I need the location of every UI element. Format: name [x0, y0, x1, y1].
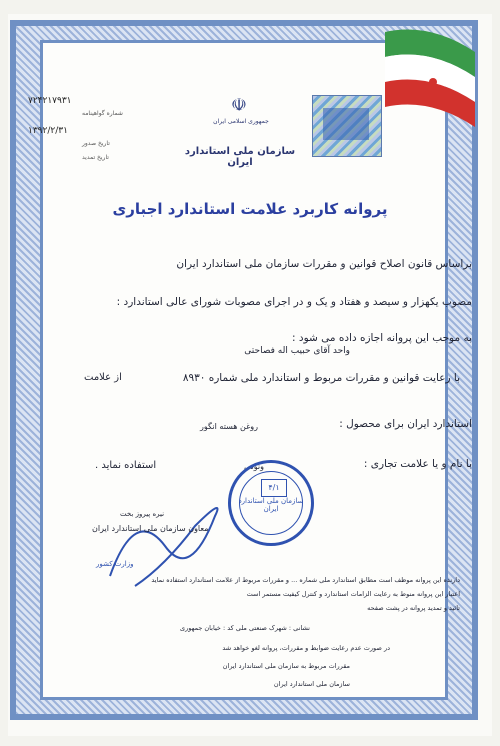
expiry-date-label: تاریخ تمدید	[82, 154, 109, 161]
product-label: استاندارد ایران برای محصول :	[339, 418, 472, 430]
hologram-seal	[312, 95, 382, 157]
document-title: پروانه کاربرد علامت استاندارد اجباری	[112, 200, 388, 218]
address: نشانی : شهرک صنعتی ملی کد : خیابان جمهوری	[179, 624, 310, 632]
use-label: استفاده نماید .	[95, 460, 157, 471]
brand-value: ونوس	[244, 462, 264, 471]
issue-date: ۱۳۹۲/۲/۳۱	[28, 126, 68, 136]
iran-flag-icon	[375, 22, 485, 172]
signatory-name: نیره پیروز بخت	[120, 510, 165, 518]
footer-line-3: سازمان ملی استاندارد ایران	[273, 680, 350, 688]
body-line-2: مصوب یکهزار و سیصد و هفتاد و یک و در اجرای مصوبات شورای عالی استاندارد :	[116, 296, 472, 308]
signatory-extra: وزارت کشور	[96, 560, 134, 568]
org-name: سازمان ملی استاندارد ایران	[184, 146, 296, 168]
org-small-title: جمهوری اسلامی ایران	[213, 118, 269, 125]
footer-line-1: در صورت عدم رعایت ضوابط و مقررات، پروانه لغو خواهد شد	[222, 644, 390, 652]
stamp-text: سازمان ملی استاندارد ایران	[238, 497, 304, 513]
certificate-number: ۷۲۴۲۱۷۹۳۱	[28, 96, 72, 106]
brand-label: با نام و یا علامت تجاری :	[363, 458, 472, 470]
note-3: تائید و تمدید پروانه در پشت صفحه	[367, 604, 460, 612]
emblem-icon: ☫	[230, 95, 248, 116]
unit-holder: واحد آقای حبیب اله فصاحتی	[244, 346, 350, 356]
product-value: روغن هسته انگور	[200, 422, 259, 431]
body-line-4: با رعایت قوانین و مقررات مربوط و استاندارد ملی شماره ۸۹۳۰	[182, 372, 460, 384]
body-line-4-end: از علامت	[84, 372, 122, 383]
note-1: دارنده این پروانه موظف است مطابق استاندارد ملی شماره ... و مقررات مربوط از علامت استاندارد استفاده نماید	[151, 576, 460, 584]
issue-date-label: تاریخ صدور	[82, 140, 110, 147]
footer-line-2: مقررات مربوط به سازمان ملی استاندارد ایران	[222, 662, 350, 670]
official-stamp	[228, 460, 314, 546]
signatory-title: معاون سازمان ملی استاندارد ایران	[92, 524, 209, 533]
certificate-number-label: شماره گواهینامه	[82, 110, 123, 117]
note-2: اعتبار این پروانه منوط به رعایت الزامات استاندارد و کنترل کیفیت مستمر است	[246, 590, 460, 598]
stamp-number: ۴/۱	[261, 479, 287, 497]
body-line-3: به موجب این پروانه اجازه داده می شود :	[292, 332, 472, 344]
body-line-1: براساس قانون اصلاح قوانین و مقررات سازمان ملی استاندارد ایران	[176, 258, 472, 270]
